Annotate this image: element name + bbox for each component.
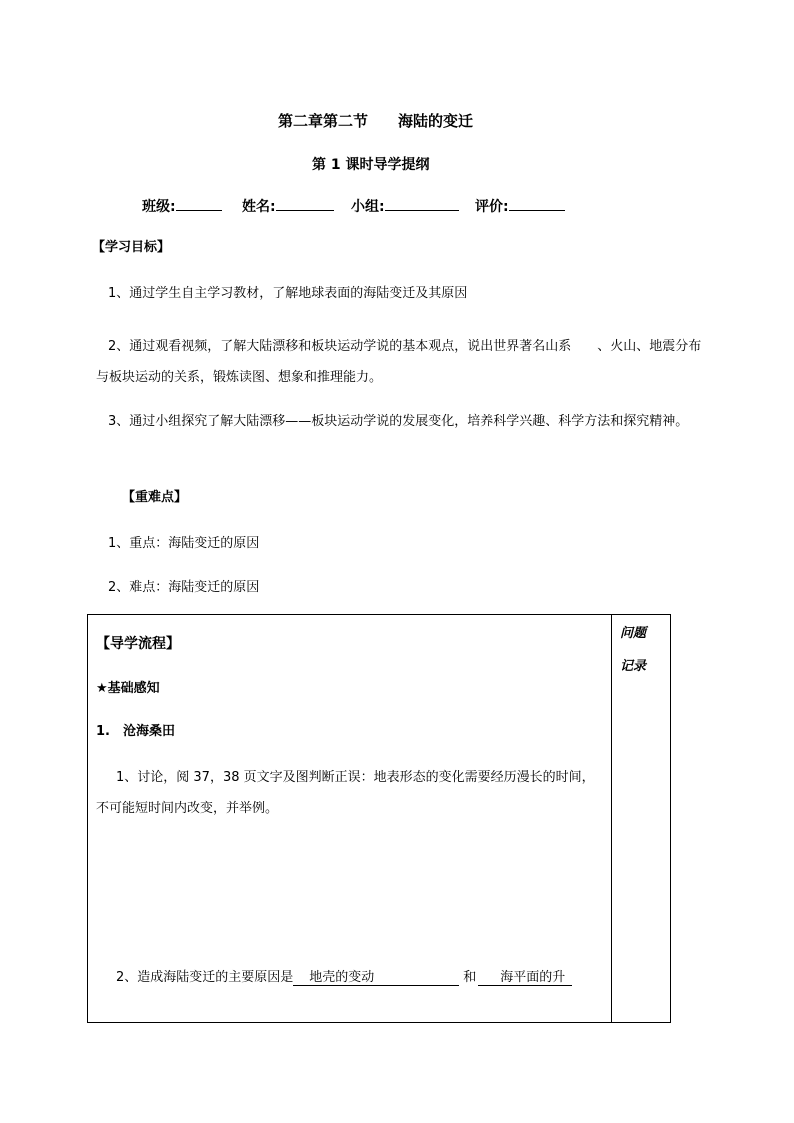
class-label: 班级: bbox=[142, 199, 176, 215]
key-point-item-1: 1、重点：海陆变迁的原因 bbox=[108, 536, 260, 551]
side-label-question: 问题 bbox=[620, 626, 647, 641]
basic-perception-heading: ★基础感知 bbox=[96, 681, 160, 696]
key-points-heading: 【重难点】 bbox=[122, 490, 188, 505]
info-field-group[interactable] bbox=[351, 196, 459, 216]
answer-1-text: 地壳的变动 bbox=[309, 970, 375, 985]
side-label-record: 记录 bbox=[620, 659, 647, 674]
group-blank[interactable] bbox=[385, 196, 459, 211]
answer-2-text: 海平面的升 bbox=[500, 970, 566, 985]
page-title: 第二章第二节 海陆的变迁 bbox=[278, 112, 474, 130]
evaluation-blank[interactable] bbox=[509, 196, 565, 211]
key-point-item-2: 2、难点：海陆变迁的原因 bbox=[108, 580, 260, 595]
class-blank[interactable] bbox=[176, 196, 222, 211]
info-field-evaluation[interactable] bbox=[475, 196, 565, 216]
objective-item-1: 1、通过学生自主学习教材，了解地球表面的海陆变迁及其原因 bbox=[108, 286, 468, 301]
info-field-class[interactable] bbox=[142, 196, 222, 216]
objective-item-3: 3、通过小组探究了解大陆漂移——板块运动学说的发展变化，培养科学兴趣、科学方法和探究精神。 bbox=[108, 414, 689, 429]
guide-process-heading: 【导学流程】 bbox=[96, 636, 180, 652]
answer-blank-1[interactable] bbox=[293, 966, 459, 986]
name-label: 姓名: bbox=[242, 199, 276, 215]
name-blank[interactable] bbox=[276, 196, 334, 211]
table-question-1: 1、讨论，阅 37，38 页文字及图判断正误：地表形态的变化需要经历漫长的时间，不可能短时间内改变，并举例。 bbox=[96, 770, 595, 816]
objectives-heading: 【学习目标】 bbox=[92, 240, 171, 255]
subsection-heading: 1. 沧海桑田 bbox=[96, 724, 175, 739]
evaluation-label: 评价: bbox=[475, 199, 509, 215]
answer-blank-2[interactable] bbox=[478, 966, 572, 986]
table-column-divider bbox=[611, 614, 612, 1023]
group-label: 小组: bbox=[351, 199, 385, 215]
page-subtitle: 第 1 课时导学提纲 bbox=[312, 157, 430, 173]
objective-item-2: 2、通过观看视频，了解大陆漂移和板块运动学说的基本观点，说出世界著名山系 、火山、地震分布与板块运动的关系，锻炼读图、想象和推理能力。 bbox=[96, 339, 702, 385]
question-2-and: 和 bbox=[463, 970, 477, 985]
question-2-prefix: 2、造成海陆变迁的主要原因是 bbox=[116, 970, 294, 985]
table-question-2 bbox=[116, 966, 572, 986]
info-field-name[interactable] bbox=[242, 196, 334, 216]
